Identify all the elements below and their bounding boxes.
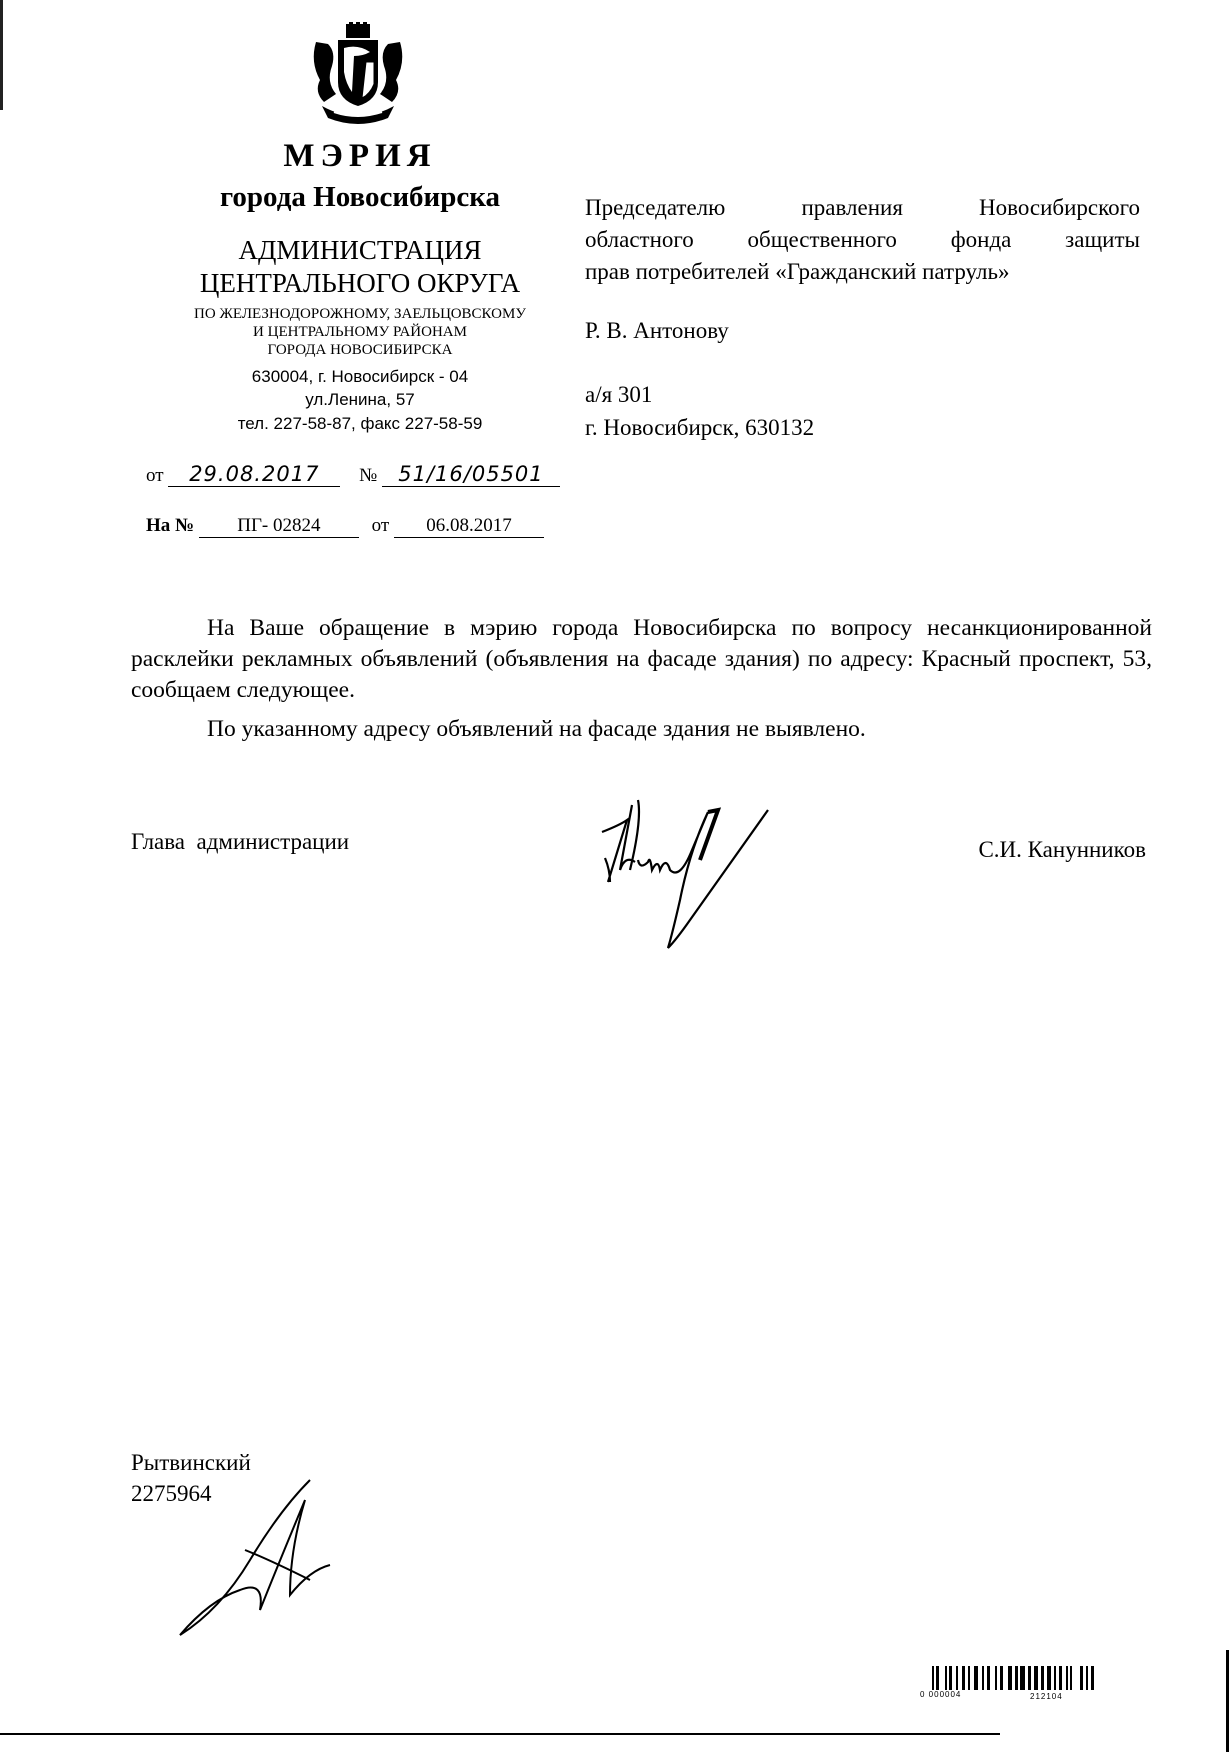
reply-label: На № (146, 515, 195, 536)
barcode (920, 1664, 1110, 1709)
number-label: № (359, 465, 378, 486)
bottom-scan-line (0, 1733, 1000, 1735)
recipient-line-2: областного общественного фонда защиты (585, 227, 1140, 252)
reply-from-label: от (371, 515, 390, 536)
from-label: от (146, 465, 164, 486)
body-paragraph-2: По указанному адресу объявлений на фасаде здания не выявлено. (207, 716, 866, 742)
coat-of-arms-emblem (308, 22, 408, 124)
recipient-line-1: Председателю правления Новосибирского (585, 195, 1140, 220)
outgoing-date: 29.08.2017 (168, 462, 340, 487)
district-line-3: ГОРОДА НОВОСИБИРСКА (267, 342, 453, 358)
address-line-2: ул.Ленина, 57 (305, 390, 415, 409)
admin-line-2: ЦЕНТРАЛЬНОГО ОКРУГА (199, 268, 521, 298)
reply-date: 06.08.2017 (394, 515, 544, 538)
executor-signature (170, 1470, 350, 1650)
outgoing-reference (146, 462, 560, 487)
recipient-po-box: а/я 301 (585, 382, 653, 407)
phone-fax: тел. 227-58-87, факс 227-58-59 (237, 414, 483, 433)
executor-phone: 2275964 (131, 1481, 212, 1506)
recipient-line-3: прав потребителей «Гражданский патруль» (585, 259, 1010, 284)
executor-name: Рытвинский (131, 1450, 251, 1475)
city-name: города Новосибирска (219, 181, 501, 213)
admin-line-1: АДМИНИСТРАЦИЯ (238, 235, 482, 265)
barcode-right-digits: 212104 (1030, 1692, 1063, 1701)
mayoralty-title: МЭРИЯ (283, 138, 437, 174)
outgoing-number: 51/16/05501 (382, 462, 560, 487)
signatory-position: Глава администрации (131, 829, 350, 854)
signature-head (580, 770, 840, 970)
signatory-name: С.И. Канунников (978, 837, 1146, 862)
recipient-city: г. Новосибирск, 630132 (585, 415, 815, 440)
district-line-2: И ЦЕНТРАЛЬНОМУ РАЙОНАМ (253, 324, 467, 340)
reply-reference (146, 515, 544, 538)
body-paragraph-1: На Ваше обращение в мэрию города Новосибирска по вопросу несанкционированной расклейки рекламных объявлений (объявления на фасаде здания) по адресу: Красный проспект, 53, сообщаем следующее. (131, 615, 1152, 703)
reply-number: ПГ- 02824 (199, 515, 359, 538)
recipient-block (585, 192, 1140, 288)
scan-edge (0, 0, 3, 110)
recipient-name: Р. В. Антонову (585, 318, 729, 343)
barcode-left-digits: 0 000004 (920, 1690, 962, 1699)
right-scan-edge (1226, 1650, 1229, 1752)
address-line-1: 630004, г. Новосибирск - 04 (251, 367, 469, 386)
district-line-1: ПО ЖЕЛЕЗНОДОРОЖНОМУ, ЗАЕЛЬЦОВСКОМУ (194, 306, 526, 322)
